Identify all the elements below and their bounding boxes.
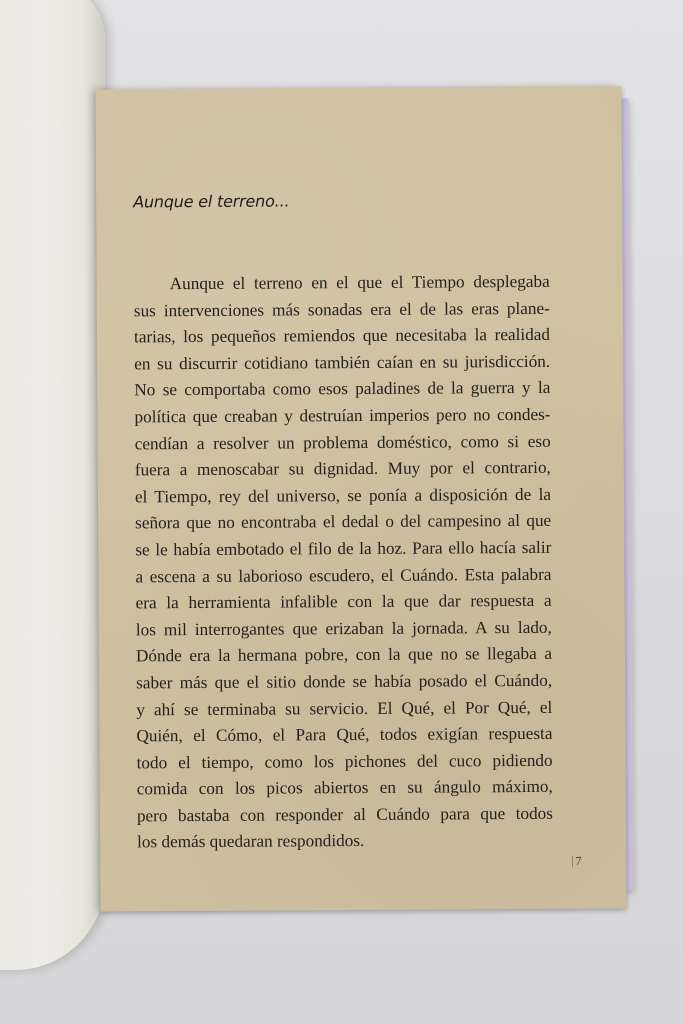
text-line: todo el tiempo, como los pichones del cuco pidiendo: [136, 750, 553, 773]
text-line: en su discurrir cotidiano también caían en su jurisdicción.: [134, 351, 551, 374]
text-line: Quién, el Cómo, el Para Qué, todos exigían respuesta: [136, 723, 553, 746]
text-line: los mil interrogantes que erizaban la jornada. A su lado,: [135, 617, 552, 640]
page-number: [571, 854, 581, 869]
page-number-value: 7: [575, 853, 582, 868]
text-line: No se comportaba como esos paladines de la guerra y la: [134, 378, 551, 400]
text-line: sus intervenciones más sonadas era el de las eras plane-: [133, 298, 550, 320]
text-line: Dónde era la hermana pobre, con la que no se llegaba a: [135, 644, 553, 666]
text-line: a escena a su laborioso escudero, el Cuándo. Esta palabra: [135, 564, 552, 586]
text-line: fuera a menoscabar su dignidad. Muy por el contrario,: [134, 457, 551, 480]
text-line: tarias, los pequeños remiendos que necesitaba la realidad: [133, 325, 551, 347]
text-line: y ahí se terminaba su servicio. El Qué, el Por Qué, el: [136, 697, 553, 719]
text-line: señora que no encontraba el dedal o del campesino al que: [135, 511, 552, 533]
text-line: política que creaban y destruían imperios pero no condes-: [134, 404, 551, 427]
left-page: [0, 0, 105, 970]
text-line: el Tiempo, rey del universo, se ponía a disposición de la: [134, 484, 552, 507]
text-line: los demás quedaran respondidos.: [137, 831, 365, 852]
page-number-rule: |: [571, 853, 574, 868]
book-page: [95, 86, 626, 911]
body-text: [134, 269, 578, 857]
text-line: era la herramienta infalible con la que dar respuesta a: [135, 590, 552, 613]
text-line: cendían a resolver un problema doméstico, como si eso: [134, 431, 551, 453]
text-line: pero bastaba con responder al Cuándo para que todos: [136, 803, 553, 826]
chapter-title: Aunque el terreno...: [133, 191, 290, 212]
text-line: comida con los picos abiertos en su ángulo máximo,: [136, 777, 553, 799]
text-line: se le había embotado el filo de la hoz. Para ello hacía salir: [135, 537, 552, 560]
text-line: saber más que el sitio donde se había posado el Cuándo,: [136, 670, 553, 693]
text-line: Aunque el terreno en el que el Tiempo desplegaba: [169, 271, 550, 294]
